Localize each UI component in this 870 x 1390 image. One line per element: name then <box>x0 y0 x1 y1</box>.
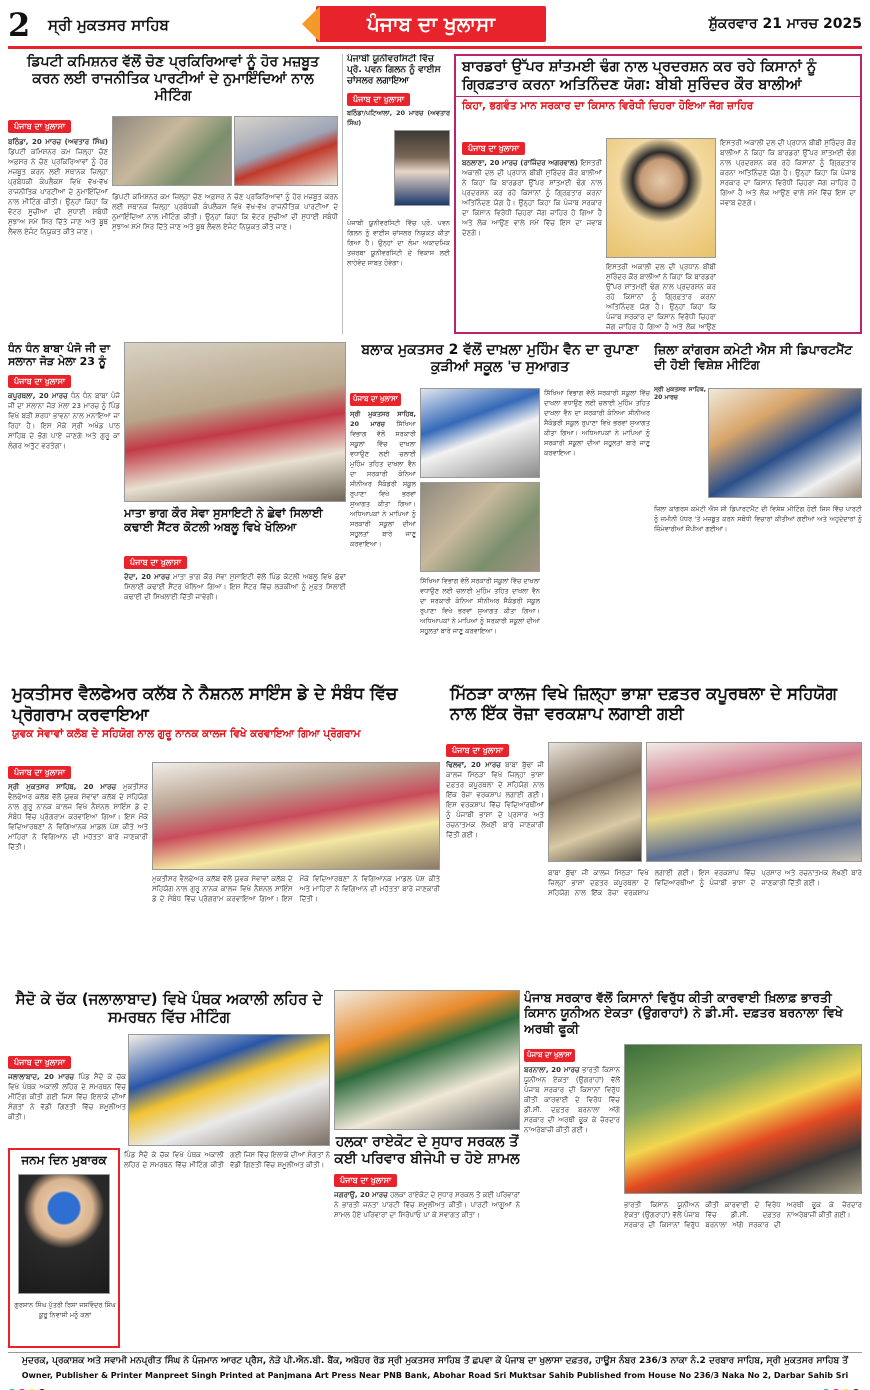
photo-workshop-group <box>646 742 862 862</box>
photo-science-day <box>152 762 440 870</box>
birthday-photo <box>18 1174 110 1294</box>
byline-badge: ਪੰਜਾਬ ਦਾ ਖੁਲਾਸਾ <box>350 393 401 406</box>
paper-name-banner: ਪੰਜਾਬ ਦਾ ਖੁਲਾਸਾ <box>316 6 546 42</box>
article-dateline: ਜਲਾਲਾਬਾਦ, 20 ਮਾਰਚ <box>8 1073 75 1081</box>
article-headline: ਧੰਨ ਧੰਨ ਬਾਬਾ ਪੰਜੋ ਜੀ ਦਾ ਸਲਾਨਾ ਜੋੜ ਮੇਲਾ 23 ਨੂੰ <box>8 342 110 369</box>
article-university <box>342 54 450 334</box>
byline-badge: ਪੰਜਾਬ ਦਾ ਖੁਲਾਸਾ <box>8 1056 71 1069</box>
article-body: ਧੰਨ ਧੰਨ ਬਾਬਾ ਪੰਜੋ ਜੀ ਦਾ ਸਲਾਨਾ ਜੋੜ ਮੇਲਾ 23 ਮਾਰਚ ਨੂੰ ਪਿੰਡ ਵਿਖੇ ਬੜੀ ਸ਼ਰਧਾ ਭਾਵਨਾ ਨਾਲ ਮਨਾਇਆ ਜਾ ਰਿਹਾ ਹੈ। ਇਸ ਮੌਕੇ ਸ੍ਰੀ ਅਖੰਡ ਪਾਠ ਸਾਹਿਬ ਦੇ ਭੋਗ ਪਾਏ ਜਾਣਗੇ ਅਤੇ ਗੁਰੂ ਕਾ ਲੰਗਰ ਅਤੁੱਟ ਵਰਤੇਗਾ। <box>8 391 120 450</box>
article-admission-drive <box>350 342 650 672</box>
registration-marks-left <box>8 1382 128 1390</box>
portrait-vice-chancellor <box>394 130 450 206</box>
article-dateline: ਬਠਿੰਡਾ/ਪਟਿਆਲਾ, 20 ਮਾਰਚ (ਅਵਤਾਰ ਸਿੰਘ) <box>347 108 450 127</box>
byline-badge: ਪੰਜਾਬ ਦਾ ਖੁਲਾਸਾ <box>446 744 509 757</box>
photo-akali-meeting <box>128 1034 330 1146</box>
byline-badge: ਪੰਜਾਬ ਦਾ ਖੁਲਾਸਾ <box>8 120 71 133</box>
article-dateline: ਬਠਲਾਣਾ, 20 ਮਾਰਚ (ਰਾਜਿੰਦਰ ਅਗਰਵਾਲ) <box>462 159 578 167</box>
article-akali-lehar-body-continued: ਪਿੰਡ ਸੈਦੋ ਕੇ ਚੱਕ ਵਿਖੇ ਪੰਥਕ ਅਕਾਲੀ ਲਹਿਰ ਦੇ ਸਮਰਥਨ ਵਿੱਚ ਮੀਟਿੰਗ ਕੀਤੀ ਗਈ ਜਿਸ ਵਿੱਚ ਇਲਾਕੇ ਦੀਆਂ ਸੰਗਤਾਂ ਨੇ ਵੱਡੀ ਗਿਣਤੀ ਵਿੱਚ ਸ਼ਮੂਲੀਅਤ ਕੀਤੀ। <box>124 1151 330 1169</box>
photo-silai-centre <box>124 342 346 502</box>
photo-meeting-hall <box>112 116 232 186</box>
article-science-day <box>8 684 440 984</box>
article-headline: ਪੰਜਾਬੀ ਯੂਨੀਵਰਸਿਟੀ ਵਿੱਚ ਪ੍ਰੋ. ਪਵਨ ਗਿਲਨ ਨੂੰ ਵਾਈਸ ਚਾਂਸਲਰ ਲਗਾਇਆ <box>347 54 441 86</box>
article-body-continued: ਸਿੱਖਿਆ ਵਿਭਾਗ ਵੱਲੋਂ ਸਰਕਾਰੀ ਸਕੂਲਾਂ ਵਿੱਚ ਦਾਖ਼ਲਾ ਵਧਾਉਣ ਲਈ ਚਲਾਈ ਮੁਹਿੰਮ ਤਹਿਤ ਦਾਖ਼ਲਾ ਵੈਨ ਦਾ ਸਰਕਾਰੀ ਕੰਨਿਆ ਸੀਨੀਅਰ ਸੈਕੰਡਰੀ ਸਕੂਲ ਰੁਪਾਣਾ ਵਿਖੇ ਭਰਵਾਂ ਸੁਆਗਤ ਕੀਤਾ ਗਿਆ। ਅਧਿਆਪਕਾਂ ਨੇ ਮਾਪਿਆਂ ਨੂੰ ਸਰਕਾਰੀ ਸਕੂਲਾਂ ਦੀਆਂ ਸਹੂਲਤਾਂ ਬਾਰੇ ਜਾਣੂ ਕਰਵਾਇਆ। <box>420 577 540 635</box>
article-headline: ਹਲਕਾ ਰਾਏਕੋਟ ਦੇ ਸੁਧਾਰ ਸਰਕਲ ਤੋਂ ਕਈ ਪਰਿਵਾਰ ਬੀਜੇਪੀ ਚ ਹੋਏ ਸ਼ਾਮਲ <box>334 1134 520 1168</box>
byline-badge: ਪੰਜਾਬ ਦਾ ਖੁਲਾਸਾ <box>8 375 71 388</box>
article-congress <box>654 342 862 672</box>
article-dateline: ਦੋਦਾ, 20 ਮਾਰਚ <box>124 573 170 581</box>
imprint-english: Owner, Publisher & Printer Manpreet Singh Printed at Panjmana Art Press Near PNB Bank, Abohar Road Sri Muktsar Sahib Published from House No 236/3 Naka No 2, Darbar Sahib Sri <box>21 1371 849 1380</box>
article-headline: ਪੰਜਾਬ ਸਰਕਾਰ ਵੱਲੋਂ ਕਿਸਾਨਾਂ ਵਿਰੁੱਧ ਕੀਤੀ ਕਾਰਵਾਈ ਖ਼ਿਲਾਫ਼ ਭਾਰਤੀ ਕਿਸਾਨ ਯੂਨੀਅਨ ਏਕਤਾ (ਉਗਰਾਹਾਂ) ਨੇ ਡੀ.ਸੀ. ਦਫ਼ਤਰ ਬਰਨਾਲਾ ਵਿਖੇ ਅਰਥੀ ਫੂਕੀ <box>524 990 843 1036</box>
article-body: ਮੁਕਤੀਸਰ ਵੈਲਫੇਅਰ ਕਲੱਬ ਵੱਲੋਂ ਯੁਵਕ ਸੇਵਾਵਾਂ ਕਲੱਬ ਦੇ ਸਹਿਯੋਗ ਨਾਲ ਗੁਰੂ ਨਾਨਕ ਕਾਲਜ ਵਿਖੇ ਨੈਸ਼ਨਲ ਸਾਇੰਸ ਡੇ ਦੇ ਸੰਬੰਧ ਵਿੱਚ ਪ੍ਰੋਗਰਾਮ ਕਰਵਾਇਆ ਗਿਆ। ਇਸ ਮੌਕੇ ਵਿਦਿਆਰਥਣਾਂ ਨੇ ਵਿਗਿਆਨਕ ਮਾਡਲ ਪੇਸ਼ ਕੀਤੇ ਅਤੇ ਮਾਹਿਰਾਂ ਨੇ ਵਿਗਿਆਨ ਦੀ ਮਹੱਤਤਾ ਬਾਰੇ ਜਾਣਕਾਰੀ ਦਿੱਤੀ। <box>8 783 149 851</box>
photo-congress-meeting <box>708 388 862 498</box>
photo-bjp-group <box>334 990 520 1130</box>
article-body: ਹਲਕਾ ਰਾਏਕੋਟ ਦੇ ਸੁਧਾਰ ਸਰਕਲ ਤੋਂ ਕਈ ਪਰਿਵਾਰਾਂ ਨੇ ਭਾਰਤੀ ਜਨਤਾ ਪਾਰਟੀ ਵਿੱਚ ਸ਼ਮੂਲੀਅਤ ਕੀਤੀ। ਪਾਰਟੀ ਆਗੂਆਂ ਨੇ ਸ਼ਾਮਲ ਹੋਏ ਪਰਿਵਾਰਾਂ ਦਾ ਸਿਰੋਪਾਓ ਪਾ ਕੇ ਸਵਾਗਤ ਕੀਤਾ। <box>334 1191 520 1220</box>
article-headline: ਡਿਪਟੀ ਕਮਿਸ਼ਨਰ ਵੱਲੋਂ ਚੋਣ ਪ੍ਰਕਿਰਿਆਵਾਂ ਨੂੰ ਹੋਰ ਮਜ਼ਬੂਤ ਕਰਨ ਲਈ ਰਾਜਨੀਤਿਕ ਪਾਰਟੀਆਂ ਦੇ ਨੁਮਾਇੰਦਿਆਂ ਨਾਲ ਮੀਟਿੰਗ <box>26 54 320 105</box>
byline-badge: ਪੰਜਾਬ ਦਾ ਖੁਲਾਸਾ <box>524 1049 575 1062</box>
edition-label: ਸ੍ਰੀ ਮੁਕਤਸਰ ਸਾਹਿਬ <box>48 16 169 34</box>
portrait-surinder-kaur <box>606 138 716 258</box>
article-dateline: ਸ੍ਰੀ ਮੁਕਤਸਰ ਸਾਹਿਬ, 20 ਮਾਰਚ <box>654 386 706 401</box>
registration-marks-right <box>780 1382 862 1390</box>
byline-badge: ਪੰਜਾਬ ਦਾ ਖੁਲਾਸਾ <box>462 142 525 155</box>
photo-school-students <box>420 482 540 572</box>
article-body-continued: ਇਸਤਰੀ ਅਕਾਲੀ ਦਲ ਦੀ ਪ੍ਰਧਾਨ ਬੀਬੀ ਸੁਰਿੰਦਰ ਕੌਰ ਬਾਲੀਆਂ ਨੇ ਕਿਹਾ ਕਿ ਬਾਰਡਰਾਂ ਉੱਪਰ ਸ਼ਾਂਤਮਈ ਢੰਗ ਨਾਲ ਪ੍ਰਦਰਸ਼ਨ ਕਰ ਰਹੇ ਕਿਸਾਨਾਂ ਨੂੰ ਗ੍ਰਿਫ਼ਤਾਰ ਕਰਨਾ ਅਤਿਨਿੰਦਣ ਯੋਗ ਹੈ। ਉਨ੍ਹਾਂ ਕਿਹਾ ਕਿ ਪੰਜਾਬ ਸਰਕਾਰ ਦਾ ਕਿਸਾਨ ਵਿਰੋਧੀ ਚਿਹਰਾ ਜੱਗ ਜ਼ਾਹਿਰ ਹੋ ਗਿਆ ਹੈ ਅਤੇ ਲੋਕ ਆਉਣ ਵਾਲੇ ਸਮੇਂ ਵਿੱਚ ਇਸ ਦਾ ਜਵਾਬ ਦੇਣਗੇ। <box>720 139 856 207</box>
article-body: ਪੰਜਾਬੀ ਯੂਨੀਵਰਸਿਟੀ ਵਿੱਚ ਪ੍ਰੋ. ਪਵਨ ਗਿਲਨ ਨੂੰ ਵਾਈਸ ਚਾਂਸਲਰ ਨਿਯੁਕਤ ਕੀਤਾ ਗਿਆ ਹੈ। ਉਨ੍ਹਾਂ ਦਾ ਲੰਮਾ ਅਕਾਦਮਿਕ ਤਜ਼ਰਬਾ ਯੂਨੀਵਰਸਿਟੀ ਦੇ ਵਿਕਾਸ ਲਈ ਲਾਹੇਵੰਦ ਸਾਬਤ ਹੋਵੇਗਾ। <box>347 218 450 267</box>
page-number: 2 <box>8 6 31 44</box>
article-subhead: ਯੁਵਕ ਸੇਵਾਵਾਂ ਕਲੱਬ ਦੇ ਸਹਿਯੋਗ ਨਾਲ ਗੁਰੂ ਨਾਨਕ ਕਾਲਜ ਵਿਖੇ ਕਰਵਾਇਆ ਗਿਆ ਪ੍ਰੋਗਰਾਮ <box>12 728 361 741</box>
photo-officials <box>234 116 338 186</box>
byline-badge: ਪੰਜਾਬ ਦਾ ਖੁਲਾਸਾ <box>334 1174 397 1187</box>
article-body: ਡਿਪਟੀ ਕਮਿਸ਼ਨਰ ਕਮ ਜ਼ਿਲ੍ਹਾ ਚੋਣ ਅਫ਼ਸਰ ਨੇ ਚੋਣ ਪ੍ਰਕਿਰਿਆਵਾਂ ਨੂੰ ਹੋਰ ਮਜ਼ਬੂਤ ਕਰਨ ਲਈ ਸਥਾਨਕ ਜ਼ਿਲ੍ਹਾ ਪ੍ਰਬੰਧਕੀ ਕੰਪਲੈਕਸ ਵਿਖੇ ਵੱਖ-ਵੱਖ ਰਾਜਨੀਤਿਕ ਪਾਰਟੀਆਂ ਦੇ ਨੁਮਾਇੰਦਿਆਂ ਨਾਲ ਮੀਟਿੰਗ ਕੀਤੀ। ਉਨ੍ਹਾਂ ਕਿਹਾ ਕਿ ਵੋਟਰ ਸੂਚੀਆਂ ਦੀ ਸੁਧਾਈ ਸਬੰਧੀ ਸੁਝਾਅ ਸਮੇਂ ਸਿਰ ਦਿੱਤੇ ਜਾਣ ਅਤੇ ਬੂਥ ਲੈਵਲ ਏਜੰਟ ਨਿਯੁਕਤ ਕੀਤੇ ਜਾਣ। <box>8 148 108 236</box>
article-headline: ਮੁਕਤੀਸਰ ਵੈਲਫੇਅਰ ਕਲੱਬ ਨੇ ਨੈਸ਼ਨਲ ਸਾਇੰਸ ਡੇ ਦੇ ਸੰਬੰਧ ਵਿੱਚ ਪ੍ਰੋਗਰਾਮ ਕਰਵਾਇਆ <box>12 684 398 725</box>
article-silai-centre <box>124 342 346 672</box>
article-headline: ਬਾਰਡਰਾਂ ਉੱਪਰ ਸ਼ਾਂਤਮਈ ਢੰਗ ਨਾਲ ਪ੍ਰਦਰਸ਼ਨ ਕਰ ਰਹੇ ਕਿਸਾਨਾਂ ਨੂੰ ਗ੍ਰਿਫ਼ਤਾਰ ਕਰਨਾ ਅਤਿਨਿੰਦਣ ਯੋਗ: ਬੀਬੀ ਸੁਰਿੰਦਰ ਕੌਰ ਬਾਲੀਆਂ <box>462 59 817 93</box>
article-mela <box>8 342 120 672</box>
masthead-rule <box>8 46 862 49</box>
article-dateline: ਸ੍ਰੀ ਮੁਕਤਸਰ ਸਾਹਿਬ, 20 ਮਾਰਚ <box>350 410 416 428</box>
article-body: ਸਿੱਖਿਆ ਵਿਭਾਗ ਵੱਲੋਂ ਸਰਕਾਰੀ ਸਕੂਲਾਂ ਵਿੱਚ ਦਾਖ਼ਲਾ ਵਧਾਉਣ ਲਈ ਚਲਾਈ ਮੁਹਿੰਮ ਤਹਿਤ ਦਾਖ਼ਲਾ ਵੈਨ ਦਾ ਸਰਕਾਰੀ ਕੰਨਿਆ ਸੀਨੀਅਰ ਸੈਕੰਡਰੀ ਸਕੂਲ ਰੁਪਾਣਾ ਵਿਖੇ ਭਰਵਾਂ ਸੁਆਗਤ ਕੀਤਾ ਗਿਆ। ਅਧਿਆਪਕਾਂ ਨੇ ਮਾਪਿਆਂ ਨੂੰ ਸਰਕਾਰੀ ਸਕੂਲਾਂ ਦੀਆਂ ਸਹੂਲਤਾਂ ਬਾਰੇ ਜਾਣੂ ਕਰਵਾਇਆ। <box>350 420 416 548</box>
photo-admission-van <box>420 388 540 478</box>
article-dateline: ਬਰਨਾਲਾ, 20 ਮਾਰਚ <box>524 1066 580 1074</box>
article-body-continued: ਬਾਬਾ ਬੁੱਢਾ ਜੀ ਕਾਲਜ ਮਿੱਠੜਾ ਵਿਖੇ ਜ਼ਿਲ੍ਹਾ ਭਾਸ਼ਾ ਦਫ਼ਤਰ ਕਪੂਰਥਲਾ ਦੇ ਸਹਿਯੋਗ ਨਾਲ ਇੱਕ ਰੋਜ਼ਾ ਵਰਕਸ਼ਾਪ ਲਗਾਈ ਗਈ। ਇਸ ਵਰਕਸ਼ਾਪ ਵਿੱਚ ਵਿਦਿਆਰਥੀਆਂ ਨੂੰ ਪੰਜਾਬੀ ਭਾਸ਼ਾ ਦੇ ਪ੍ਰਸਾਰ ਅਤੇ ਰਚਨਾਤਮਕ ਲੇਖਣੀ ਬਾਰੇ ਜਾਣਕਾਰੀ ਦਿੱਤੀ ਗਈ। <box>548 869 862 897</box>
birthday-headline: ਜਨਮ ਦਿਨ ਮੁਬਾਰਕ <box>21 1153 107 1167</box>
birthday-caption: ਗੁਰਸ਼ਾਨ ਸਿੰਘ ਪੁੱਤਰੀ ਰਿਸ਼ਾ ਜਸਵਿੰਦਰ ਸਿੰਘ ਕੂਰੂ ਨਿਵਾਸੀ ਮਨੂੰ ਕਲਾਂ <box>14 1301 116 1319</box>
article-headline: ਮਾਤਾ ਭਾਗ ਕੌਰ ਸੇਵਾ ਸੁਸਾਇਟੀ ਨੇ ਛੇਵਾਂ ਸਿਲਾਈ ਕਢਾਈ ਸੈਂਟਰ ਕੋਟਲੀ ਅਬਲੂ ਵਿਖੇ ਖੋਲਿਆ <box>124 506 323 535</box>
masthead <box>8 6 862 44</box>
article-dateline: ਜਗਰਾਉਂ, 20 ਮਾਰਚ <box>334 1191 388 1200</box>
photo-lamp-lighting <box>548 742 642 862</box>
article-body-continued: ਡਿਪਟੀ ਕਮਿਸ਼ਨਰ ਕਮ ਜ਼ਿਲ੍ਹਾ ਚੋਣ ਅਫ਼ਸਰ ਨੇ ਚੋਣ ਪ੍ਰਕਿਰਿਆਵਾਂ ਨੂੰ ਹੋਰ ਮਜ਼ਬੂਤ ਕਰਨ ਲਈ ਸਥਾਨਕ ਜ਼ਿਲ੍ਹਾ ਪ੍ਰਬੰਧਕੀ ਕੰਪਲੈਕਸ ਵਿਖੇ ਵੱਖ-ਵੱਖ ਰਾਜਨੀਤਿਕ ਪਾਰਟੀਆਂ ਦੇ ਨੁਮਾਇੰਦਿਆਂ ਨਾਲ ਮੀਟਿੰਗ ਕੀਤੀ। ਉਨ੍ਹਾਂ ਕਿਹਾ ਕਿ ਵੋਟਰ ਸੂਚੀਆਂ ਦੀ ਸੁਧਾਈ ਸਬੰਧੀ ਸੁਝਾਅ ਸਮੇਂ ਸਿਰ ਦਿੱਤੇ ਜਾਣ ਅਤੇ ਬੂਥ ਲੈਵਲ ਏਜੰਟ ਨਿਯੁਕਤ ਕੀਤੇ ਜਾਣ। <box>112 193 338 231</box>
article-bjp-join <box>334 1134 520 1348</box>
article-dateline: ਸ੍ਰੀ ਮੁਕਤਸਰ ਸਾਹਿਬ, 20 ਮਾਰਚ <box>8 783 117 791</box>
article-dateline: ਬਠਿੰਡਾ, 20 ਮਾਰਚ (ਅਵਤਾਰ ਸਿੰਘ) <box>8 138 108 146</box>
article-body: ਜ਼ਿਲਾ ਕਾਂਗਰਸ ਕਮੇਟੀ ਐਸ ਸੀ ਡਿਪਾਰਟਮੈਂਟ ਦੀ ਵਿਸ਼ੇਸ਼ ਮੀਟਿੰਗ ਹੋਈ ਜਿਸ ਵਿੱਚ ਪਾਰਟੀ ਨੂੰ ਜ਼ਮੀਨੀ ਪੱਧਰ 'ਤੇ ਮਜ਼ਬੂਤ ਕਰਨ ਸਬੰਧੀ ਵਿਚਾਰਾਂ ਕੀਤੀਆਂ ਗਈਆਂ ਅਤੇ ਅਹੁਦੇਦਾਰਾਂ ਨੂੰ ਜ਼ਿੰਮੇਵਾਰੀਆਂ ਸੌਂਪੀਆਂ ਗਈਆਂ। <box>654 505 862 533</box>
article-workshop <box>446 684 862 984</box>
photo-effigy-burning <box>624 1044 862 1194</box>
article-body-continued: ਮੁਕਤੀਸਰ ਵੈਲਫੇਅਰ ਕਲੱਬ ਵੱਲੋਂ ਯੁਵਕ ਸੇਵਾਵਾਂ ਕਲੱਬ ਦੇ ਸਹਿਯੋਗ ਨਾਲ ਗੁਰੂ ਨਾਨਕ ਕਾਲਜ ਵਿਖੇ ਨੈਸ਼ਨਲ ਸਾਇੰਸ ਡੇ ਦੇ ਸੰਬੰਧ ਵਿੱਚ ਪ੍ਰੋਗਰਾਮ ਕਰਵਾਇਆ ਗਿਆ। ਇਸ ਮੌਕੇ ਵਿਦਿਆਰਥਣਾਂ ਨੇ ਵਿਗਿਆਨਕ ਮਾਡਲ ਪੇਸ਼ ਕੀਤੇ ਅਤੇ ਮਾਹਿਰਾਂ ਨੇ ਵਿਗਿਆਨ ਦੀ ਮਹੱਤਤਾ ਬਾਰੇ ਜਾਣਕਾਰੀ ਦਿੱਤੀ। <box>152 875 440 903</box>
article-headline: ਜ਼ਿਲਾ ਕਾਂਗਰਸ ਕਮੇਟੀ ਐਸ ਸੀ ਡਿਪਾਰਟਮੈਂਟ ਦੀ ਹੋਈ ਵਿਸ਼ੇਸ਼ ਮੀਟਿੰਗ <box>654 342 853 373</box>
byline-badge: ਪੰਜਾਬ ਦਾ ਖੁਲਾਸਾ <box>124 556 187 569</box>
article-body: ਭਾਰਤੀ ਕਿਸਾਨ ਯੂਨੀਅਨ ਏਕਤਾ (ਉਗਰਾਹਾਂ) ਵੱਲੋਂ ਪੰਜਾਬ ਸਰਕਾਰ ਦੀ ਕਿਸਾਨਾਂ ਵਿਰੁੱਧ ਕੀਤੀ ਕਾਰਵਾਈ ਦੇ ਵਿਰੋਧ ਵਿੱਚ ਡੀ.ਸੀ. ਦਫ਼ਤਰ ਬਰਨਾਲਾ ਅੱਗੇ ਸਰਕਾਰ ਦੀ ਅਰਥੀ ਫੂਕ ਕੇ ਜ਼ੋਰਦਾਰ ਨਾਅਰੇਬਾਜ਼ੀ ਕੀਤੀ ਗਈ। <box>524 1066 621 1134</box>
article-body: ਪਿੰਡ ਸੈਦੋ ਕੇ ਚੱਕ ਵਿਖੇ ਪੰਥਕ ਅਕਾਲੀ ਲਹਿਰ ਦੇ ਸਮਰਥਨ ਵਿੱਚ ਮੀਟਿੰਗ ਕੀਤੀ ਗਈ ਜਿਸ ਵਿੱਚ ਇਲਾਕੇ ਦੀਆਂ ਸੰਗਤਾਂ ਨੇ ਵੱਡੀ ਗਿਣਤੀ ਵਿੱਚ ਸ਼ਮੂਲੀਅਤ ਕੀਤੀ। <box>8 1073 126 1121</box>
article-dc-effigy <box>524 990 862 1348</box>
article-farmers-arrest <box>454 54 862 334</box>
article-body: ਇਸਤਰੀ ਅਕਾਲੀ ਦਲ ਦੀ ਪ੍ਰਧਾਨ ਬੀਬੀ ਸੁਰਿੰਦਰ ਕੌਰ ਬਾਲੀਆਂ ਨੇ ਕਿਹਾ ਕਿ ਬਾਰਡਰਾਂ ਉੱਪਰ ਸ਼ਾਂਤਮਈ ਢੰਗ ਨਾਲ ਪ੍ਰਦਰਸ਼ਨ ਕਰ ਰਹੇ ਕਿਸਾਨਾਂ ਨੂੰ ਗ੍ਰਿਫ਼ਤਾਰ ਕਰਨਾ ਅਤਿਨਿੰਦਣ ਯੋਗ ਹੈ। ਉਨ੍ਹਾਂ ਕਿਹਾ ਕਿ ਪੰਜਾਬ ਸਰਕਾਰ ਦਾ ਕਿਸਾਨ ਵਿਰੋਧੀ ਚਿਹਰਾ ਜੱਗ ਜ਼ਾਹਿਰ ਹੋ ਗਿਆ ਹੈ ਅਤੇ ਲੋਕ ਆਉਣ ਵਾਲੇ ਸਮੇਂ ਵਿੱਚ ਇਸ ਦਾ ਜਵਾਬ ਦੇਣਗੇ। <box>462 159 602 237</box>
article-akali-lehar <box>8 1050 126 1142</box>
article-headline: ਬਲਾਕ ਮੁਕਤਸਰ 2 ਵੱਲੋਂ ਦਾਖ਼ਲਾ ਮੁਹਿੰਮ ਵੈਨ ਦਾ ਰੁਪਾਣਾ ਕੁੜੀਆਂ ਸਕੂਲ 'ਚ ਸੁਆਗਤ <box>361 342 639 376</box>
article-body: ਬਾਬਾ ਬੁੱਢਾ ਜੀ ਕਾਲਜ ਮਿੱਠੜਾ ਵਿਖੇ ਜ਼ਿਲ੍ਹਾ ਭਾਸ਼ਾ ਦਫ਼ਤਰ ਕਪੂਰਥਲਾ ਦੇ ਸਹਿਯੋਗ ਨਾਲ ਇੱਕ ਰੋਜ਼ਾ ਵਰਕਸ਼ਾਪ ਲਗਾਈ ਗਈ। ਇਸ ਵਰਕਸ਼ਾਪ ਵਿੱਚ ਵਿਦਿਆਰਥੀਆਂ ਨੂੰ ਪੰਜਾਬੀ ਭਾਸ਼ਾ ਦੇ ਪ੍ਰਸਾਰ ਅਤੇ ਰਚਨਾਤਮਕ ਲੇਖਣੀ ਬਾਰੇ ਜਾਣਕਾਰੀ ਦਿੱਤੀ ਗਈ। <box>446 761 544 839</box>
byline-badge: ਪੰਜਾਬ ਦਾ ਖੁਲਾਸਾ <box>8 766 71 779</box>
issue-date: ਸ਼ੁੱਕਰਵਾਰ 21 ਮਾਰਚ 2025 <box>708 16 862 32</box>
article-body-continued: ਭਾਰਤੀ ਕਿਸਾਨ ਯੂਨੀਅਨ ਏਕਤਾ (ਉਗਰਾਹਾਂ) ਵੱਲੋਂ ਪੰਜਾਬ ਸਰਕਾਰ ਦੀ ਕਿਸਾਨਾਂ ਵਿਰੁੱਧ ਕੀਤੀ ਕਾਰਵਾਈ ਦੇ ਵਿਰੋਧ ਵਿੱਚ ਡੀ.ਸੀ. ਦਫ਼ਤਰ ਬਰਨਾਲਾ ਅੱਗੇ ਸਰਕਾਰ ਦੀ ਅਰਥੀ ਫੂਕ ਕੇ ਜ਼ੋਰਦਾਰ ਨਾਅਰੇਬਾਜ਼ੀ ਕੀਤੀ ਗਈ। <box>624 1201 862 1229</box>
article-dateline: ਕਪੂਰਥਲਾ, 20 ਮਾਰਚ <box>8 391 68 400</box>
imprint-punjabi: ਮੁਦਰਕ, ਪ੍ਰਕਾਸ਼ਕ ਅਤੇ ਸਵਾਮੀ ਮਨਪ੍ਰੀਤ ਸਿੰਘ ਨੇ ਪੰਜਮਾਨ ਆਰਟ ਪ੍ਰੈਸ, ਨੇੜੇ ਪੀ.ਐਨ.ਬੀ. ਬੈਂਕ, ਅਬੋਹਰ ਰੋਡ ਸ੍ਰੀ ਮੁਕਤਸਰ ਸਾਹਿਬ ਤੋਂ ਛਪਵਾ ਕੇ ਪੰਜਾਬ ਦਾ ਖੁਲਾਸਾ ਦਫ਼ਤਰ, ਹਾਊਸ ਨੰਬਰ 236/3 ਨਾਕਾ ਨੰ.2 ਦਰਬਾਰ ਸਾਹਿਬ, ਸ੍ਰੀ ਮੁਕਤਸਰ ਸਾਹਿਬ ਤੋਂ <box>8 1352 862 1368</box>
article-body-continued: ਸਿੱਖਿਆ ਵਿਭਾਗ ਵੱਲੋਂ ਸਰਕਾਰੀ ਸਕੂਲਾਂ ਵਿੱਚ ਦਾਖ਼ਲਾ ਵਧਾਉਣ ਲਈ ਚਲਾਈ ਮੁਹਿੰਮ ਤਹਿਤ ਦਾਖ਼ਲਾ ਵੈਨ ਦਾ ਸਰਕਾਰੀ ਕੰਨਿਆ ਸੀਨੀਅਰ ਸੈਕੰਡਰੀ ਸਕੂਲ ਰੁਪਾਣਾ ਵਿਖੇ ਭਰਵਾਂ ਸੁਆਗਤ ਕੀਤਾ ਗਿਆ। ਅਧਿਆਪਕਾਂ ਨੇ ਮਾਪਿਆਂ ਨੂੰ ਸਰਕਾਰੀ ਸਕੂਲਾਂ ਦੀਆਂ ਸਹੂਲਤਾਂ ਬਾਰੇ ਜਾਣੂ ਕਰਵਾਇਆ। <box>544 389 650 457</box>
article-headline: ਮਿੱਠੜਾ ਕਾਲਜ ਵਿਖੇ ਜ਼ਿਲ੍ਹਾ ਭਾਸ਼ਾ ਦਫ਼ਤਰ ਕਪੂਰਥਲਾ ਦੇ ਸਹਿਯੋਗ ਨਾਲ ਇੱਕ ਰੋਜ਼ਾ ਵਰਕਸ਼ਾਪ ਲਗਾਈ ਗਈ <box>450 684 838 724</box>
article-body-continued: ਇਸਤਰੀ ਅਕਾਲੀ ਦਲ ਦੀ ਪ੍ਰਧਾਨ ਬੀਬੀ ਸੁਰਿੰਦਰ ਕੌਰ ਬਾਲੀਆਂ ਨੇ ਕਿਹਾ ਕਿ ਬਾਰਡਰਾਂ ਉੱਪਰ ਸ਼ਾਂਤਮਈ ਢੰਗ ਨਾਲ ਪ੍ਰਦਰਸ਼ਨ ਕਰ ਰਹੇ ਕਿਸਾਨਾਂ ਨੂੰ ਗ੍ਰਿਫ਼ਤਾਰ ਕਰਨਾ ਅਤਿਨਿੰਦਣ ਯੋਗ ਹੈ। ਉਨ੍ਹਾਂ ਕਿਹਾ ਕਿ ਪੰਜਾਬ ਸਰਕਾਰ ਦਾ ਕਿਸਾਨ ਵਿਰੋਧੀ ਚਿਹਰਾ ਜੱਗ ਜ਼ਾਹਿਰ ਹੋ ਗਿਆ ਹੈ ਅਤੇ ਲੋਕ ਆਉਣ <box>606 263 716 331</box>
article-dateline: ਢਿਲਵਾਂ, 20 ਮਾਰਚ <box>446 761 501 769</box>
birthday-box <box>8 1148 120 1348</box>
article-body: ਮਾਤਾ ਭਾਗ ਕੌਰ ਸੇਵਾ ਸੁਸਾਇਟੀ ਵੱਲੋਂ ਪਿੰਡ ਕੋਟਲੀ ਅਬਲੂ ਵਿਖੇ ਛੇਵਾਂ ਸਿਲਾਈ ਕਢਾਈ ਸੈਂਟਰ ਖੋਲਿਆ ਗਿਆ। ਇਸ ਸੈਂਟਰ ਵਿੱਚ ਲੜਕੀਆਂ ਨੂੰ ਮੁਫ਼ਤ ਸਿਲਾਈ ਕਢਾਈ ਦੀ ਸਿਖਲਾਈ ਦਿੱਤੀ ਜਾਵੇਗੀ। <box>124 573 346 601</box>
article-dc-meeting <box>8 54 338 334</box>
byline-badge: ਪੰਜਾਬ ਦਾ ਖੁਲਾਸਾ <box>347 93 410 106</box>
article-headline: ਸੈਦੋ ਕੇ ਚੱਕ (ਜਲਾਲਾਬਾਦ) ਵਿਖੇ ਪੰਥਕ ਅਕਾਲੀ ਲਹਿਰ ਦੇ ਸਮਰਥਨ ਵਿੱਚ ਮੀਟਿੰਗ <box>15 990 323 1027</box>
article-subhead: ਕਿਹਾ, ਭਗਵੰਤ ਮਾਨ ਸਰਕਾਰ ਦਾ ਕਿਸਾਨ ਵਿਰੋਧੀ ਚਿਹਰਾ ਹੋਇਆ ਜੱਗ ਜ਼ਾਹਿਰ <box>456 96 860 115</box>
